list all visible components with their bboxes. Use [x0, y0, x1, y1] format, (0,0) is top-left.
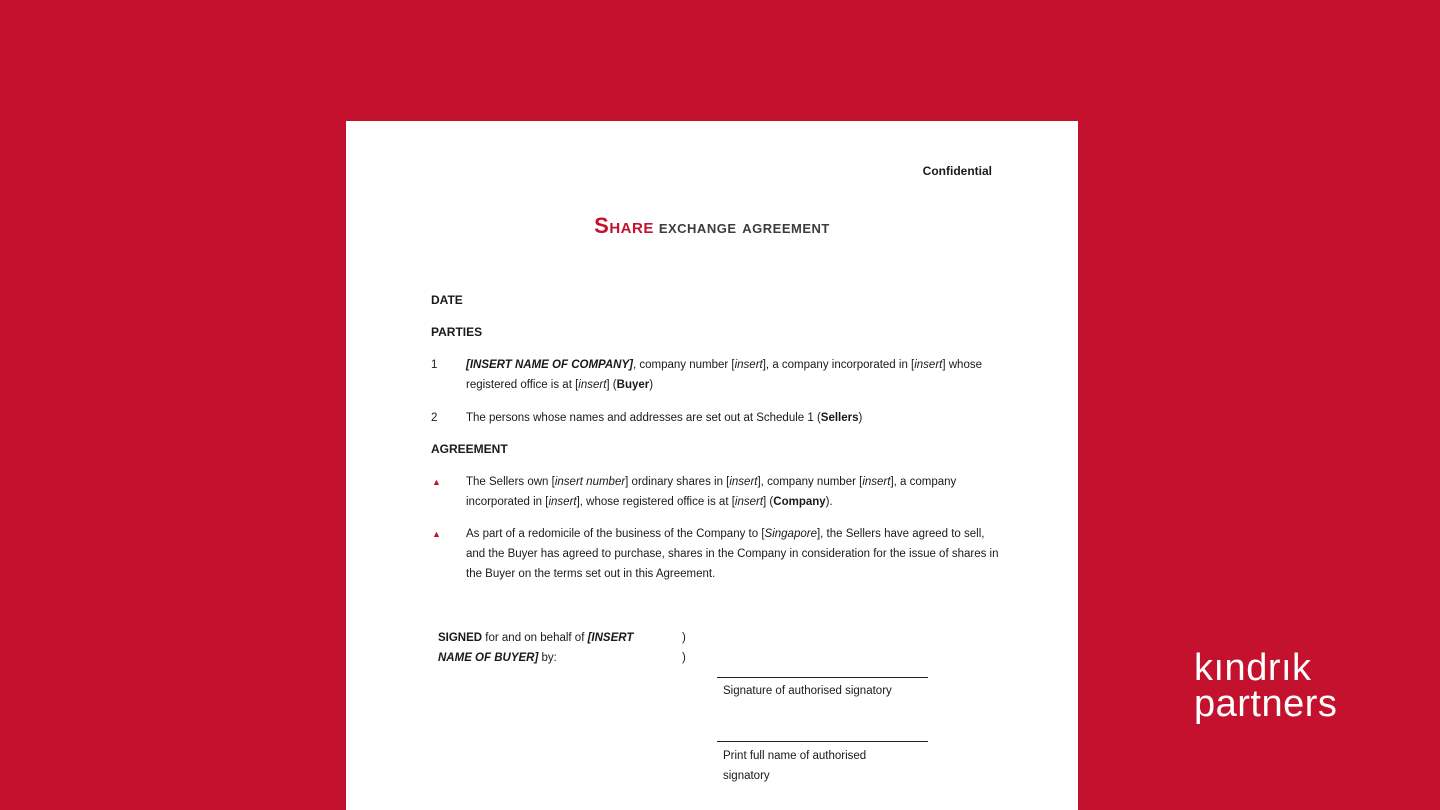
recital-insert: insert [734, 496, 764, 508]
party-role: Buyer [616, 379, 650, 391]
buyer-placeholder: [INSERT NAME OF BUYER] [438, 632, 634, 664]
signature-line [717, 677, 928, 678]
recital-text-segment: ], whose registered office is at [ [576, 496, 735, 508]
recital-text-segment: ], company number [ [757, 476, 863, 488]
name-label: Print full name of authorised signatory [723, 750, 867, 782]
title-part-1: Share [594, 213, 654, 238]
recital-insert: insert number [554, 476, 626, 488]
party-role: Sellers [820, 412, 859, 424]
bracket: ) [682, 632, 686, 644]
party-insert: insert [734, 359, 763, 371]
recital-text [466, 472, 1001, 512]
party-insert: insert [914, 359, 943, 371]
recital-insert: insert [548, 496, 577, 508]
party-text-segment: ) [858, 412, 863, 424]
party-insert: insert [578, 379, 607, 391]
party-text [466, 408, 1001, 428]
recital-item [431, 524, 1001, 584]
party-text-segment: , company number [ [632, 359, 735, 371]
recital-text [466, 524, 1001, 584]
bracket: ) [682, 652, 686, 664]
document-title [346, 213, 1078, 239]
kindrik-partners-logo [1194, 647, 1338, 725]
signed-label: SIGNED [438, 632, 483, 644]
recital-insert: insert [729, 476, 758, 488]
date-heading: DATE [431, 293, 463, 307]
document-page [346, 121, 1078, 810]
triangle-bullet-icon: ▲ [432, 477, 441, 487]
recital-insert: Singapore [764, 528, 817, 540]
agreement-heading: AGREEMENT [431, 442, 508, 456]
recital-text-segment: ], the Sellers have agreed to sell, and the Buyer has agreed to purchase, shares in the Company in consideration for the issue of shares in the Buyer on the terms set out in this Agreement. [466, 528, 999, 580]
party-text [466, 355, 1001, 395]
signature-block [438, 628, 668, 668]
recital-text-segment: ] ( [763, 496, 774, 508]
party-number: 1 [431, 359, 438, 371]
recital-text-segment: ], a company incorporated in [ [466, 476, 957, 508]
recital-role: Company [773, 496, 826, 508]
logo-line-2: partners [1194, 683, 1338, 725]
triangle-bullet-icon: ▲ [432, 529, 441, 539]
party-text-segment: ] ( [606, 379, 617, 391]
party-text-segment: ], a company incorporated in [ [762, 359, 915, 371]
confidential-label: Confidential [922, 164, 992, 178]
signature-brackets [682, 628, 686, 668]
title-part-2: exchange agreement [658, 217, 830, 238]
party-item [431, 355, 1001, 395]
recital-item [431, 472, 1001, 512]
recital-text-segment: ). [825, 496, 833, 508]
signature-label: Signature of authorised signatory [723, 685, 892, 697]
party-text-segment: ] whose registered office is at [ [466, 359, 982, 391]
company-placeholder: [INSERT NAME OF COMPANY] [466, 359, 633, 371]
signature-text-segment: for and on behalf of [482, 632, 588, 644]
recital-text-segment: The Sellers own [ [466, 476, 555, 488]
signature-text-segment: by: [538, 652, 557, 664]
party-text-segment: ) [649, 379, 654, 391]
recital-insert: insert [862, 476, 891, 488]
name-line [717, 741, 928, 742]
logo-line-1: kındrık [1194, 647, 1312, 689]
party-item [431, 408, 1001, 428]
recital-text-segment: ] ordinary shares in [ [625, 476, 730, 488]
recital-text-segment: As part of a redomicile of the business of the Company to [ [466, 528, 765, 540]
party-text-segment: The persons whose names and addresses are set out at Schedule 1 ( [466, 412, 821, 424]
party-number: 2 [431, 412, 438, 424]
parties-heading: PARTIES [431, 325, 483, 339]
